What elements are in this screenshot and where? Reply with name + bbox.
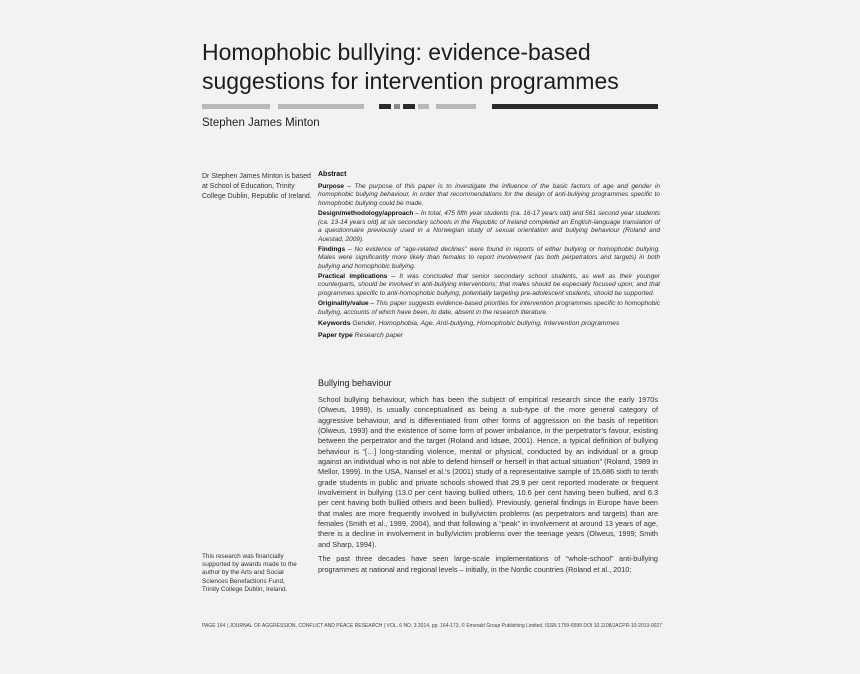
article-title xyxy=(202,38,672,96)
abstract-findings: Findings – No evidence of “age-related declines” were found in reports of either bullying or homophobic bullying. Males were significantly more likely than females to report involvement (as both perpetrators and targets) in both bullying and homophobic bullying. xyxy=(318,245,660,271)
funding-note: This research was financially supported by awards made to the author by the Arts and Social Sciences Benefactions Fund, Trinity College Dublin, Ireland. xyxy=(202,553,297,593)
section-title: Bullying behaviour xyxy=(318,378,392,388)
author-name: Stephen James Minton xyxy=(202,117,320,129)
rule-segment xyxy=(403,104,415,109)
abstract-paper-type: Paper type Research paper xyxy=(318,332,404,340)
rule-segment xyxy=(436,104,476,109)
abstract-purpose: Purpose – The purpose of this paper is to investigate the influence of the basic factors of age and gender in homophobic bullying behaviour, in order that recommendations for the design of anti-bullying programmes specific to homophobic bullying could be made. xyxy=(318,182,660,208)
body-paragraph: The past three decades have seen large-scale implementations of “whole-school” anti-bullying programmes at national and regional levels – initially, in the Nordic countries (Roland et al., 2010; xyxy=(318,554,658,574)
abstract-keywords: Keywords Gender, Homophobia, Age, Anti-bullying, Homophobic bullying, Intervention programmes xyxy=(318,320,620,328)
abstract-originality: Originality/value – This paper suggests evidence-based priorities for intervention programmes specific to homophobic bullying, accounts of which have been, to date, absent in the research literature. xyxy=(318,299,660,316)
page-footer xyxy=(202,623,662,629)
abstract-design: Design/methodology/approach – In total, 475 fifth year students (ca. 16-17 years old) and 561 second year students (ca. 13-14 years old) at six secondary schools in the Republic of Ireland completed an English-language translation of a questionnaire previously used in a Norwegian study of sexual orientation and bullying behaviour (Roland and Auestad, 2009). xyxy=(318,209,660,243)
abstract-implications: Practical implications – It was concluded that senior secondary school students, as well as their younger counterparts, should be involved in anti-bullying interventions; that males should be especially focused upon; and that programmes specific to anti-homophobic bullying, potentially targeting pre-adolescent students, should be supported. xyxy=(318,272,660,298)
footer-doi: DOI 10.1108/JACPR-10-2013-0027 xyxy=(583,623,662,629)
rule-segment xyxy=(379,104,391,109)
rule-segment xyxy=(492,104,658,109)
title-line-2: suggestions for intervention programmes xyxy=(202,68,619,94)
rule-segment xyxy=(418,104,429,109)
rule-segment xyxy=(202,104,270,109)
author-bio: Dr Stephen James Minton is based at School of Education, Trinity College Dublin, Republic of Ireland. xyxy=(202,173,312,200)
body-paragraph: School bullying behaviour, which has been the subject of empirical research since the early 1970s (Olweus, 1999), is usually conceptualised as being a sub-type of the more general category of aggressive behaviour, and is differentiated from other forms of aggression on the basis of repetition (Olweus, 1993) and the existence of some form of power imbalance, in the perpetrator’s favour, existing between the perpetrator and the target (Roland and Idsøe, 2001). Hence, a typical definition of bullying behaviour is “[…] long-standing violence, mental or physical, conducted by an individual or a group against an individual who is not able to defend himself or herself in that actual situation” (Roland, 1989 in Mellor, 1999). In the USA, Nansel et al.’s (2001) study of a representative sample of 15,686 sixth to tenth grade students in public and private schools showed that 29.9 per cent reported moderate or frequent involvement in bullying (13.0 per cent having bullied others, 10.6 per cent having been bullied, and 6.3 per cent having both bullied others and been bullied). Previously, general findings in Europe have been that males are more frequently involved in bully/victim problems (as perpetrators and targets) than are females (Smith et al., 1999, 2004), and that following a “peak” in involvement at around 13 years of age, there is a decline in involvement in bully/victim problems over the teenage years (Olweus, 1999; Smith and Sharp, 1994). xyxy=(318,395,658,549)
abstract xyxy=(318,171,660,342)
abstract-heading: Abstract xyxy=(318,171,347,178)
rule-segment xyxy=(278,104,364,109)
title-line-1: Homophobic bullying: evidence-based xyxy=(202,39,591,65)
body-text xyxy=(318,395,658,579)
footer-journal-info: PAGE 164 | JOURNAL OF AGGRESSION, CONFLICT AND PEACE RESEARCH | VOL. 6 NO. 3 2014, pp. 164-173, © Emerald Group Publishing Limited, ISSN 1759-6599 xyxy=(202,623,582,629)
rule-segment xyxy=(394,104,400,109)
